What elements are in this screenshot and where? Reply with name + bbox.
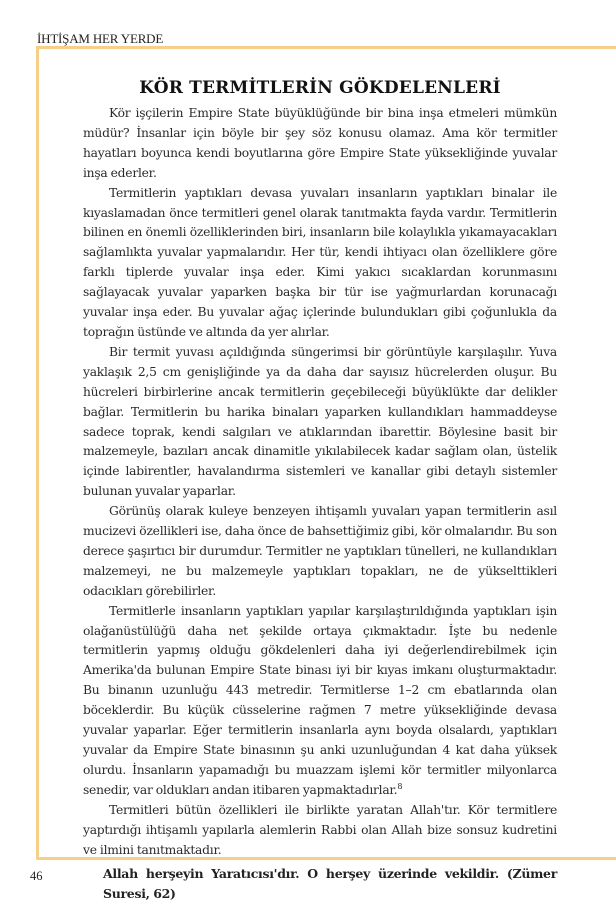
footnote-marker[interactable]: 8 [397, 781, 403, 791]
paragraph-5 [83, 602, 557, 801]
paragraph-2: Termitlerin yaptıkları devasa yuvaları insanların yaptıkları binalar ile kıyaslamadan önce termitleri genel olarak tanıtmakta fayda vardır. Termitlerin bilinen en önemli özelliklerinden biri, insanların bile kolaylıkla yıkamayacakları sağlamlıkta yuvalar yapmalarıdır. Her tür, kendi ihtiyacı olan özelliklere göre farklı tiplerde yuvalar inşa eder. Kimi yakıcı sıcaklardan korunmasını sağlayacak yuvalar yaparken başka bir tür ise yağmurlardan korunacağı yuvalar inşa eder. Bu yuvalar ağaç içlerinde bulundukları gibi çoğunlukla da toprağın üstünde ve altında da yer alırlar. [83, 185, 557, 339]
article-title: KÖR TERMİTLERİN GÖKDELENLERİ [139, 78, 501, 98]
paragraph-6: Termitleri bütün özellikleri ile birlikte yaratan Allah'tır. Kör termitlere yaptırdığı ihtişamlı yapılarla alemlerin Rabbi olan Allah bize sonsuz kudretini ve ilmini tanıtmaktadır. [83, 802, 557, 857]
page-number: 46 [30, 869, 43, 883]
paragraph-3: Bir termit yuvası açıldığında süngerimsi bir görüntüyle karşılaşılır. Yuva yaklaşık 2,5 cm genişliğinde ya da daha dar sayısız hücrelerden oluşur. Bu hücreleri birbirlerine ancak termitlerin geçebileceği büyüklükte dar delikler bağlar. Termitlerin bu harika binaları yaparken kullandıkları hammaddeyse sadece toprak, kendi salgıları ve atıklarından ibarettir. Böylesine basit bir malzemeyle, bazıları ancak dinamitle yıkılabilecek kadar sağlam olan, üstelik içinde labirentler, havalandırma sistemleri ve kanallar gibi detaylı sistemler bulunan yuvalar yaparlar. [83, 344, 557, 499]
paragraph-1: Kör işçilerin Empire State büyüklüğünde bir bina inşa etmeleri mümkün müdür? İnsanlar için böyle bir şey söz konusu olamaz. Ama kör termitler hayatları boyunca kendi boyutlarına göre Empire State yüksekliğinde yuvalar inşa ederler. [83, 106, 557, 180]
paragraph-4: Görünüş olarak kuleye benzeyen ihtişamlı yuvaları yapan termitlerin asıl mucizevi özellikleri ise, daha önce de bahsettiğimiz gibi, kör olmalarıdır. Bu son derece şaşırtıcı bir durumdur. Termitler ne yaptıkları tünelleri, ne kullandıkları malzemeyi, ne bu malzemeyle yaptıkları topakları, ne de yükselttikleri odacıkları görebilirler. [83, 504, 557, 598]
running-header: İHTİŞAM HER YERDE [37, 31, 164, 46]
article [83, 76, 557, 904]
paragraph-5-text: Termitlerle insanların yaptıkları yapılar karşılaştırıldığında yaptıkları işin olağanüstülüğü daha net şekilde ortaya çıkmaktadır. İşte bu nedenle termitlerin yapmış olduğu gökdelenleri daha iyi değerlendirebilmek için Amerika'da bulunan Empire State binası iyi bir kıyas imkanı oluşturmaktadır. Bu binanın uzunluğu 443 metredir. Termitlerse 1–2 cm ebatlarında olan böceklerdir. Bu küçük cüsselerine rağmen 7 metre yüksekliğinde devasa yuvalar yaparlar. Eğer termitlerin insanlarla aynı boyda olsalardı, yaptıkları yuvalar da Empire State binasının şu anki uzunluğundan 4 kat daha yüksek olurdu. İnsanların yapamadığı bu muazzam işlemi kör termitler milyonlarca senedir, var oldukları andan itibaren yapmaktadırlar. [83, 603, 557, 797]
verse-quote: Allah herşeyin Yaratıcısı'dır. O herşey üzerinde vekildir. (Zümer Suresi, 62) [103, 866, 557, 902]
